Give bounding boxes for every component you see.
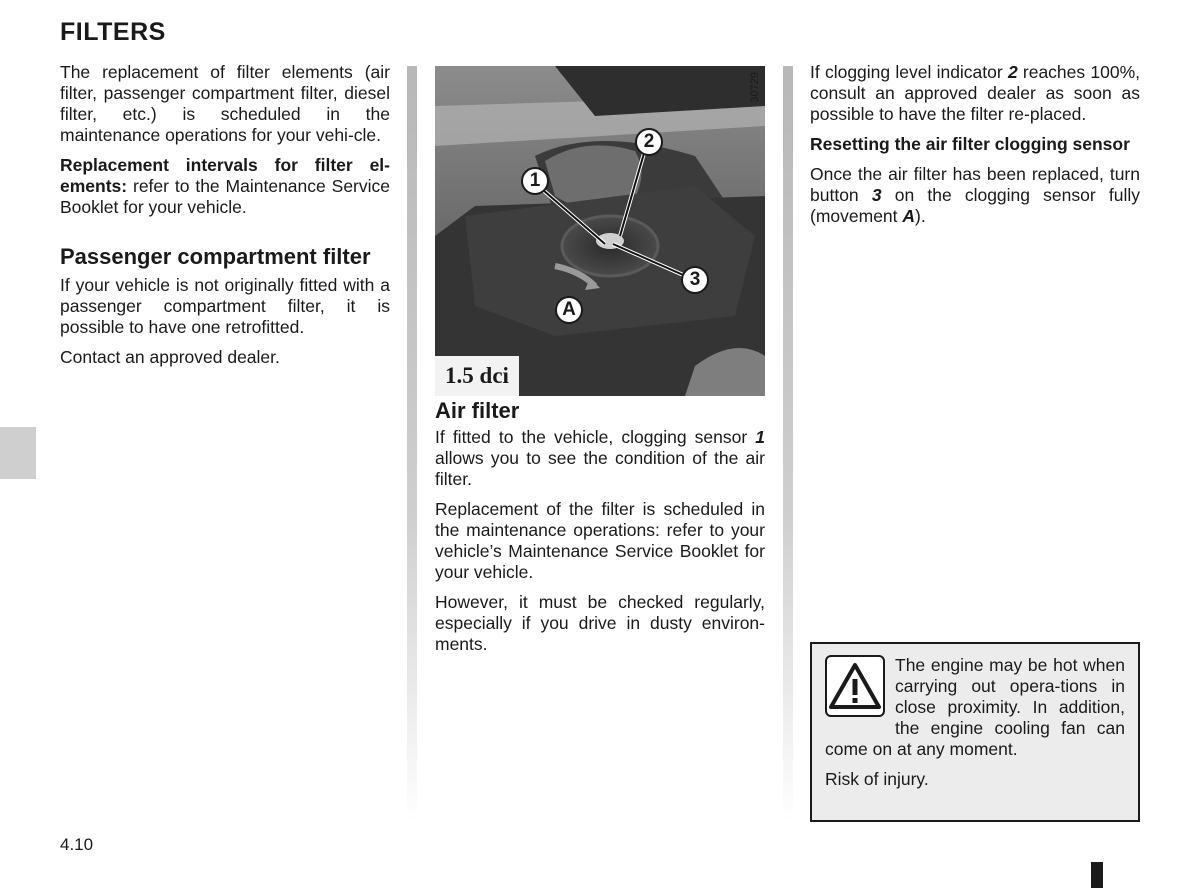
reset-paragraph bbox=[810, 164, 1140, 227]
passenger-filter-heading: Passenger compartment filter bbox=[60, 244, 371, 269]
passenger-paragraph-2: Contact an approved dealer. bbox=[60, 347, 280, 367]
warning-triangle-icon bbox=[825, 655, 885, 717]
air-filter-paragraph-3: However, it must be checked regularly, especially if you drive in dusty environ-ments. bbox=[435, 592, 765, 654]
column-left bbox=[60, 62, 390, 377]
column-right bbox=[810, 62, 1140, 236]
intervals-label: Replacement intervals for filter el-ements: bbox=[60, 155, 390, 196]
engine-photo bbox=[435, 66, 765, 396]
reset-heading: Resetting the air filter clogging sensor bbox=[810, 134, 1130, 154]
column-middle bbox=[435, 400, 765, 664]
page-title: FILTERS bbox=[60, 18, 166, 46]
air-filter-paragraph-2: Replacement of the filter is scheduled in the maintenance operations: refer to your vehicle’s Maintenance Service Booklet for your vehicle. bbox=[435, 499, 765, 582]
indicator-paragraph bbox=[810, 62, 1140, 125]
reset-text: Once the air filter has been replaced, turn button bbox=[810, 164, 1140, 205]
engine-illustration bbox=[435, 66, 765, 396]
ref-movement-a: A bbox=[902, 206, 916, 226]
reset-text-end: ). bbox=[915, 206, 926, 226]
warning-paragraph-2: Risk of injury. bbox=[825, 769, 929, 789]
indicator-text: If clogging level indicator bbox=[810, 62, 1008, 82]
column-divider-left bbox=[407, 66, 417, 821]
indicator-text-end: reaches 100%, consult an approved dealer as soon as possible to have the filter re-placed. bbox=[810, 62, 1140, 124]
ref-indicator-2: 2 bbox=[1007, 62, 1018, 82]
intro-paragraph: The replacement of filter elements (air filter, passenger compartment filter, diesel filter, etc.) is scheduled in the maintenance operations for your vehi-cle. bbox=[60, 62, 390, 145]
reset-text-mid: on the clogging sensor fully (movement bbox=[810, 185, 1140, 226]
air-filter-heading: Air filter bbox=[435, 398, 520, 423]
callout-a: A bbox=[555, 296, 583, 324]
column-divider-right bbox=[783, 66, 793, 821]
intervals-paragraph bbox=[60, 155, 390, 218]
ref-button-3: 3 bbox=[871, 185, 882, 205]
warning-box bbox=[810, 642, 1140, 822]
air-filter-paragraph-1 bbox=[435, 427, 765, 490]
warning-paragraph-1: The engine may be hot when carrying out opera-tions in close proximity. In addition, the engine cooling fan can come on at any moment. bbox=[825, 655, 1125, 759]
callout-1: 1 bbox=[521, 167, 549, 195]
page-number: 4.10 bbox=[60, 835, 94, 854]
air-filter-p1-text: If fitted to the vehicle, clogging sensor bbox=[435, 427, 756, 447]
engine-label: 1.5 dci bbox=[435, 356, 519, 396]
image-code: 30729 bbox=[749, 72, 761, 103]
callout-3: 3 bbox=[681, 266, 709, 294]
air-filter-p1-text-end: allows you to see the condition of the air filter. bbox=[435, 448, 765, 489]
page-corner-mark bbox=[1091, 862, 1103, 888]
passenger-paragraph-1: If your vehicle is not originally fitted with a passenger compartment filter, it is possible to have one retrofitted. bbox=[60, 275, 390, 337]
section-tab bbox=[0, 427, 36, 479]
callout-2: 2 bbox=[635, 128, 663, 156]
ref-sensor-1: 1 bbox=[755, 427, 765, 447]
intervals-text: refer to the Maintenance Service Booklet for your vehicle. bbox=[60, 176, 390, 217]
